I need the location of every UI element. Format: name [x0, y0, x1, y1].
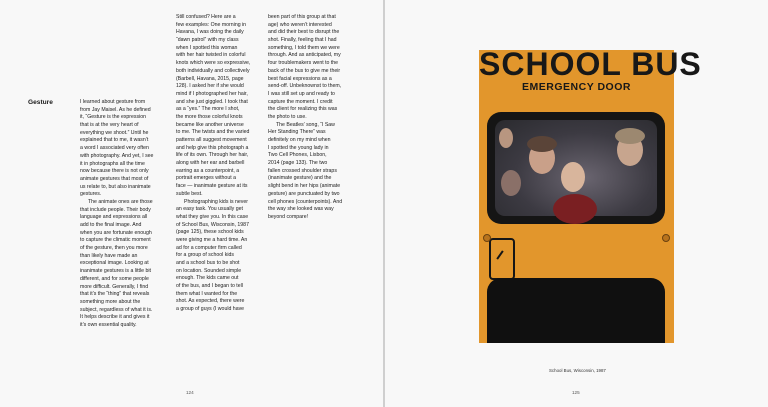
text-line: slight bend in her hips (animate	[268, 183, 341, 190]
text-line: of the gesture, then you more	[80, 245, 148, 252]
text-line: Her Standing There” was	[268, 129, 326, 136]
window-glass	[495, 120, 657, 216]
text-line: that include people. Their body	[80, 206, 151, 213]
text-line: 128). I asked her if she would	[176, 83, 244, 90]
text-line: The Beatles’ song, “I Saw	[276, 121, 335, 128]
text-line: cell phones (counterpoints). And	[268, 198, 343, 205]
text-line: fallen crossed shoulder straps	[268, 167, 337, 174]
text-line: of School Bus, Wisconsin, 1987	[176, 221, 249, 228]
text-line: a group of guys (I would have	[176, 306, 245, 313]
text-line: it in photographs all the time	[80, 160, 145, 167]
child-hair	[615, 128, 645, 144]
text-line: and a school bus to be shot	[176, 260, 240, 266]
bus-rear-window	[487, 112, 665, 224]
text-line: enough. The kids came out	[176, 275, 239, 282]
text-line: language and expressions all	[80, 214, 148, 221]
child-hand	[499, 128, 513, 148]
text-line: (inanimate gesture) and the	[268, 175, 332, 182]
text-line: gestures.	[80, 191, 102, 198]
text-line: to me. The twists and the varied	[176, 129, 250, 136]
text-line: I spotted the young lady in	[268, 144, 329, 151]
text-line: send-off. Unbeknownst to them,	[268, 83, 342, 90]
text-line: were giving me a hard time. An	[176, 236, 248, 243]
text-line: been part of this group at that	[268, 14, 336, 20]
text-line: what they give you. In this case	[176, 213, 249, 220]
child-shirt	[553, 194, 597, 224]
text-line: beyond compare!	[268, 213, 309, 220]
page-number-right: 125	[572, 390, 580, 395]
bus-sign-text: SCHOOL BUS	[479, 46, 702, 82]
text-line: knots which were so expressive,	[176, 60, 251, 67]
text-line: and help give this photograph a	[176, 144, 249, 151]
text-line: animate gestures that most of	[80, 175, 149, 182]
text-line: it, “Gesture is the expression	[80, 114, 147, 121]
text-line: ad for a computer firm called	[176, 244, 242, 251]
text-line: face — inanimate gesture at its	[176, 183, 248, 190]
text-line: with her hair twisted in colorful	[176, 52, 246, 59]
text-column-3	[268, 14, 342, 222]
section-heading: Gesture	[28, 99, 53, 106]
child-hair	[527, 136, 557, 152]
text-line: to capture the climatic moment	[80, 237, 151, 244]
text-line: for a group of school kids	[176, 252, 234, 259]
school-bus-photo	[479, 46, 702, 343]
text-line: the client for realizing this was	[268, 106, 338, 113]
text-line: (Barbell, Havana, 2015, page	[176, 75, 244, 82]
text-line: along with her ear and barbell	[176, 160, 245, 167]
text-line: everything we shoot.” Until he	[80, 129, 149, 136]
text-line: explained that to me, it wasn’t	[80, 137, 149, 144]
text-line: the more those colorful knots	[176, 113, 243, 120]
rivet	[662, 234, 670, 242]
text-line: of the bus, and I began to tell	[176, 283, 243, 290]
text-line: more difficult. Generally, I find	[80, 283, 149, 290]
text-line: definitely on my mind when	[268, 137, 331, 143]
text-line: from Jay Maisel. As he defined	[80, 106, 151, 113]
text-line: an easy task. You usually get	[176, 206, 243, 213]
text-line: life of its own. Through her hair,	[176, 152, 249, 159]
text-line: than likely have made an	[80, 252, 138, 259]
text-line: exceptional image. Looking at	[80, 260, 149, 267]
text-line: and did their best to disrupt the	[268, 29, 340, 36]
text-line: I was still set up and ready to	[268, 90, 335, 97]
text-line: inanimate gestures is a little bit	[80, 268, 151, 275]
text-line: back of the bus to give me their	[268, 67, 341, 74]
text-line: the way she looked was way	[268, 206, 334, 213]
text-column-2	[176, 14, 250, 314]
text-line: different, and for some people	[80, 275, 149, 282]
text-line: age) who weren’t interested	[268, 21, 332, 28]
text-line: now because there is not only	[80, 168, 149, 175]
text-line: portrait emerges without a	[176, 175, 236, 182]
text-line: The animate ones are those	[88, 198, 153, 205]
text-line: shot. As expected, there were	[176, 298, 245, 305]
photo-caption: School Bus, Wisconsin, 1987	[549, 368, 606, 373]
text-line: mind if I photographed her hair,	[176, 90, 248, 97]
left-page	[0, 0, 383, 407]
arrow-icon	[496, 250, 503, 259]
page-number-left: 124	[186, 390, 194, 395]
text-line: Havana, I was doing the daily	[176, 29, 244, 36]
text-line: became like another universe	[176, 121, 244, 128]
text-line: four troublemakers went to the	[268, 60, 339, 67]
text-line: subject, regardless of what it is.	[80, 306, 153, 313]
text-line: Two Cell Phones, Lisbon,	[268, 152, 327, 159]
text-line: both individually and collectively	[176, 67, 250, 74]
text-line: It helps describe it and gives it	[80, 314, 150, 321]
text-line: shot. Finally, feeling that I had	[268, 37, 337, 44]
child-face	[501, 170, 521, 196]
text-line: gesture) are punctuated by two	[268, 190, 340, 197]
door-handle	[489, 238, 515, 280]
text-line: capture the moment. I credit	[268, 98, 333, 105]
emergency-door-text: EMERGENCY DOOR	[522, 81, 631, 93]
text-line: when I spotted this woman	[176, 44, 238, 51]
text-line: few examples: One morning in	[176, 21, 247, 28]
text-line: Still confused? Here are a	[176, 14, 236, 20]
text-line: us relate to, but also inanimate	[80, 183, 151, 190]
text-line: 2014 (page 133). The two	[268, 160, 328, 167]
text-line: I learned about gesture from	[80, 99, 146, 105]
text-line: something more about the	[80, 298, 141, 305]
text-line: add to the final image. And	[80, 222, 142, 228]
text-line: Photographing kids is never	[184, 198, 249, 205]
child-face	[561, 162, 585, 192]
text-line: “dawn patrol” with my class	[176, 37, 239, 44]
text-line: (page 125), these school kids	[176, 229, 244, 236]
text-line: subtle best.	[176, 190, 203, 197]
text-line: with photography. And yet, I see	[80, 152, 154, 159]
text-line: on location. Sounded simple	[176, 267, 242, 274]
text-line: that is at the very heart of	[80, 122, 139, 129]
text-line: through. And as anticipated, my	[268, 52, 341, 59]
rivet	[483, 234, 491, 242]
text-line: them what I wanted for the	[176, 290, 238, 297]
bus-lower-window	[487, 278, 665, 343]
text-line: that it’s the “thing” that reveals	[80, 291, 150, 298]
text-line: the photo to use.	[268, 113, 307, 120]
text-line: something, I told them we were	[268, 44, 340, 51]
text-line: as a “yes.” The more I shot,	[176, 106, 240, 113]
text-line: and she just giggled. I took that	[176, 98, 248, 105]
text-line: it’s own essential quality.	[80, 321, 137, 328]
text-column-1	[80, 99, 153, 330]
text-line: a word I associated very often	[80, 145, 149, 152]
text-line: when you are fortunate enough	[80, 229, 152, 236]
text-line: patterns all suggest movement	[176, 137, 247, 143]
text-line: earring as a counterpoint, a	[176, 167, 240, 174]
text-line: best facial expressions as a	[268, 75, 332, 82]
